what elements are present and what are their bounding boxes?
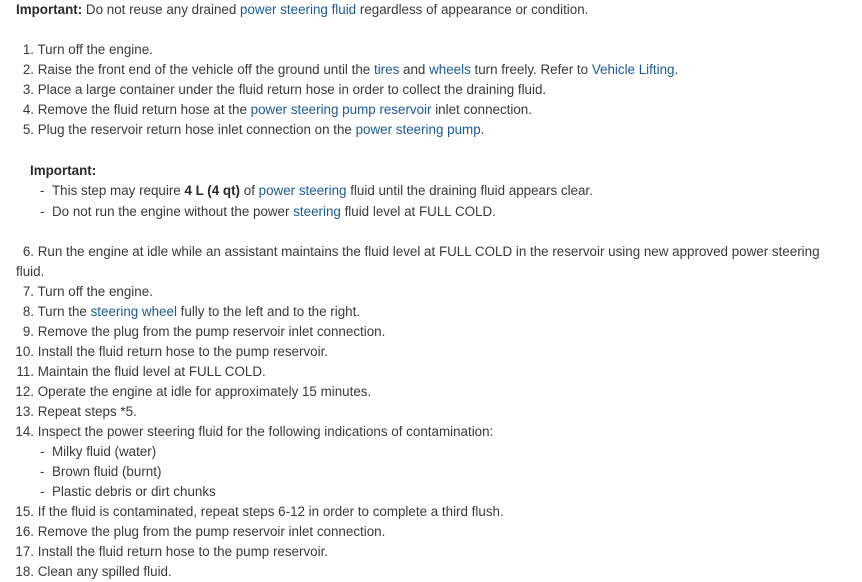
important-note-top — [16, 0, 588, 20]
dash-bullet: - — [40, 444, 45, 459]
link-steering[interactable]: steering — [293, 204, 341, 219]
link-tires[interactable]: tires — [373, 62, 400, 77]
step-text: Turn the — [37, 304, 91, 319]
step-number: 5. — [22, 122, 34, 137]
step-9 — [0, 322, 385, 342]
step-number: 10. — [15, 344, 34, 359]
important-label: Important: — [16, 2, 83, 17]
step-4 — [0, 100, 532, 120]
step-number: 11. — [16, 364, 34, 379]
step-number: 7. — [22, 284, 34, 299]
step-number: 12. — [15, 384, 34, 399]
dash-bullet: - — [40, 204, 45, 219]
step-text: Inspect the power steering fluid for the following indications of contamination: — [37, 424, 494, 439]
link-wheels[interactable]: wheels — [429, 62, 471, 77]
step-number: 16. — [15, 524, 34, 539]
step-text: Plug the reservoir return hose inlet connection on the — [37, 122, 356, 137]
step-number: 17. — [15, 544, 34, 559]
step-text: turn freely. Refer to — [470, 62, 592, 77]
step-5 — [0, 120, 484, 140]
bullet-text: Do not run the engine without the power — [52, 204, 294, 219]
dash-bullet: - — [40, 183, 45, 198]
step-text: fluid. — [16, 264, 45, 279]
bullet-text: of — [240, 183, 259, 198]
step-text: Place a large container under the fluid return hose in order to collect the draining fluid. — [37, 82, 547, 97]
step-18 — [0, 562, 172, 582]
step-number: 4. — [22, 102, 34, 117]
step-text: Raise the front end of the vehicle off the ground until the — [37, 62, 374, 77]
step-number: 6. — [22, 244, 34, 259]
contamination-text: Plastic debris or dirt chunks — [52, 484, 216, 499]
step-17 — [0, 542, 328, 562]
step-number: 8. — [22, 304, 34, 319]
contamination-item — [40, 442, 156, 462]
step-6-continued — [16, 262, 44, 282]
step-13 — [0, 402, 137, 422]
step-text: If the fluid is contaminated, repeat steps 6-12 in order to complete a third flush. — [37, 504, 504, 519]
important-text-end: regardless of appearance or condition. — [356, 2, 589, 17]
step-15 — [0, 502, 504, 522]
important-bullet-1 — [40, 181, 593, 201]
important-label: Important: — [30, 163, 97, 178]
dash-bullet: - — [40, 484, 45, 499]
bullet-text: fluid level at FULL COLD. — [340, 204, 496, 219]
step-text: Install the fluid return hose to the pump reservoir. — [37, 544, 329, 559]
step-text: and — [399, 62, 430, 77]
step-text: Turn off the engine. — [37, 284, 153, 299]
step-text: . — [674, 62, 679, 77]
step-12 — [0, 382, 371, 402]
link-steering-wheel[interactable]: steering wheel — [90, 304, 177, 319]
step-text: Repeat steps *5. — [37, 404, 137, 419]
contamination-text: Brown fluid (burnt) — [52, 464, 162, 479]
step-text: fully to the left and to the right. — [176, 304, 361, 319]
important-bullet-2 — [40, 202, 496, 222]
step-text: Run the engine at idle while an assistant maintains the fluid level at FULL COLD in the reservoir using new approved power steering — [37, 244, 820, 259]
step-6 — [0, 242, 820, 262]
step-2 — [0, 60, 678, 80]
step-3 — [0, 80, 546, 100]
link-power-steering-pump[interactable]: power steering pump — [355, 122, 481, 137]
step-number: 13. — [15, 404, 34, 419]
quantity-bold: 4 L (4 qt) — [184, 183, 241, 198]
link-power-steering[interactable]: power steering — [258, 183, 347, 198]
step-text: Turn off the engine. — [37, 42, 153, 57]
bullet-text: This step may require — [52, 183, 185, 198]
step-number: 15. — [15, 504, 34, 519]
contamination-item — [40, 462, 161, 482]
step-8 — [0, 302, 360, 322]
important-note-mid — [30, 161, 96, 181]
step-text: Remove the fluid return hose at the — [37, 102, 251, 117]
step-number: 1. — [22, 42, 34, 57]
contamination-item — [40, 482, 216, 502]
step-text: Install the fluid return hose to the pump reservoir. — [37, 344, 329, 359]
link-vehicle-lifting[interactable]: Vehicle Lifting — [591, 62, 675, 77]
step-number: 2. — [22, 62, 34, 77]
contamination-text: Milky fluid (water) — [52, 444, 157, 459]
step-number: 14. — [15, 424, 34, 439]
link-power-steering-fluid[interactable]: power steering fluid — [240, 2, 357, 17]
step-text: Remove the plug from the pump reservoir inlet connection. — [37, 324, 386, 339]
step-1 — [0, 40, 153, 60]
important-text: Do not reuse any drained — [82, 2, 241, 17]
step-16 — [0, 522, 385, 542]
step-10 — [0, 342, 328, 362]
step-number: 3. — [22, 82, 34, 97]
step-text: . — [480, 122, 485, 137]
link-power-steering-pump-reservoir[interactable]: power steering pump reservoir — [250, 102, 432, 117]
step-text: Maintain the fluid level at FULL COLD. — [37, 364, 266, 379]
step-text: Clean any spilled fluid. — [37, 564, 172, 579]
step-7 — [0, 282, 153, 302]
step-14 — [0, 422, 493, 442]
step-text: Remove the plug from the pump reservoir inlet connection. — [37, 524, 386, 539]
step-text: Operate the engine at idle for approximately 15 minutes. — [37, 384, 372, 399]
step-number: 9. — [22, 324, 34, 339]
step-text: inlet connection. — [431, 102, 532, 117]
step-11 — [0, 362, 266, 382]
step-number: 18. — [15, 564, 34, 579]
bullet-text: fluid until the draining fluid appears clear. — [346, 183, 593, 198]
dash-bullet: - — [40, 464, 45, 479]
